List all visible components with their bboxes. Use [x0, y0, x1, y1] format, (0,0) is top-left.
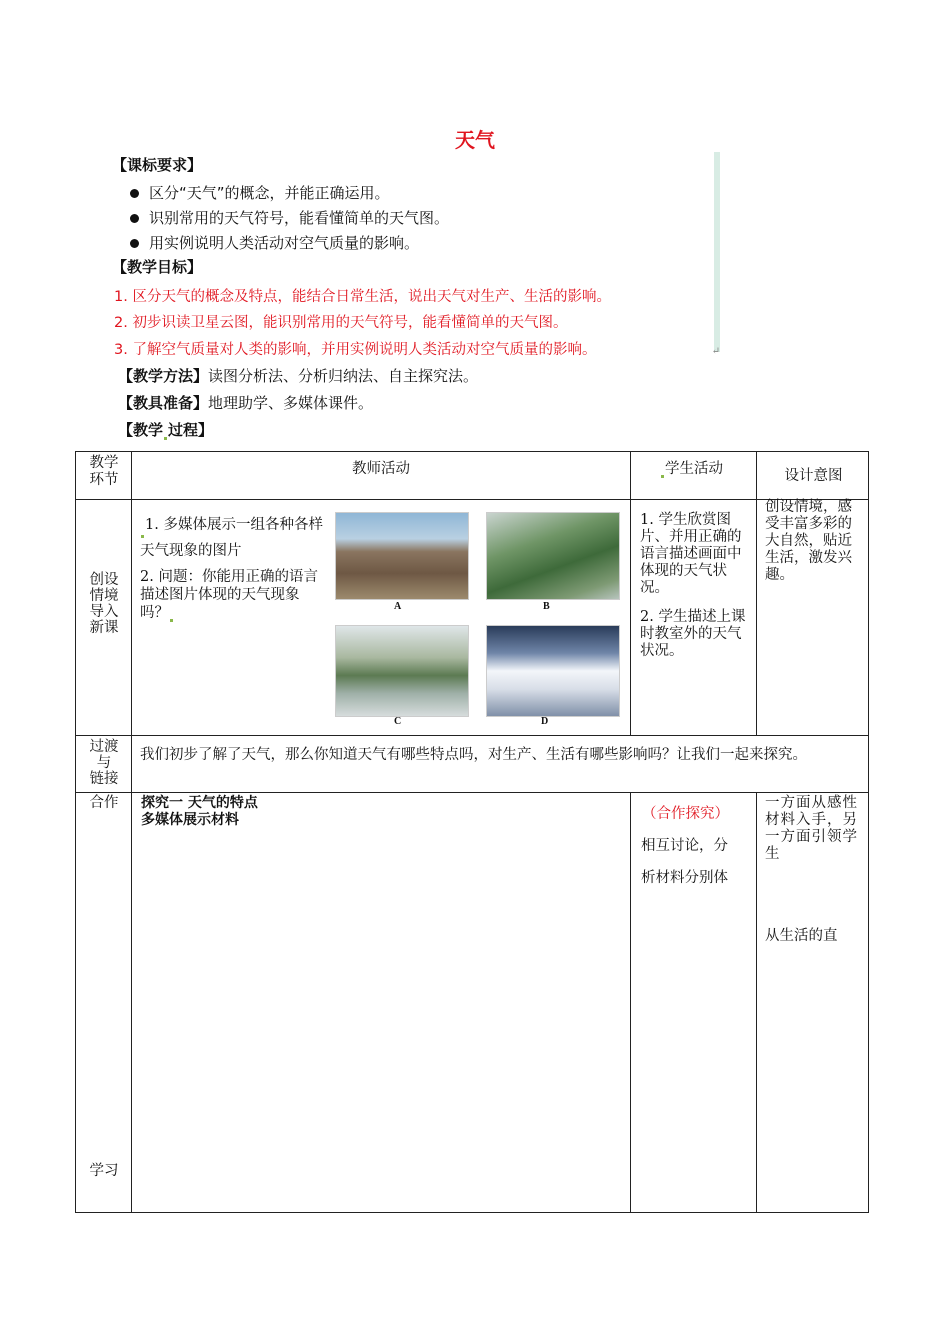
- weather-photo-d: [486, 625, 620, 717]
- student-activity-1: 1. 学生欣赏图片、并用正确的语言描述画面中体现的天气状况。: [640, 512, 742, 596]
- stage-transition: 过渡 与 链接: [89, 739, 119, 787]
- header-design: 设计意图: [784, 468, 843, 484]
- cooperative-tag: （合作探究）: [642, 806, 729, 822]
- inquiry-title: 探究一 天气的特点: [141, 795, 258, 811]
- header-student: 学生活动: [660, 461, 723, 478]
- photo-label: C: [394, 716, 402, 727]
- header-teacher: 教师活动: [352, 461, 410, 477]
- student-discuss-2: 析材料分别体: [641, 870, 728, 886]
- header-stage: 教学 环节: [89, 455, 119, 488]
- design-intent-3a: 一方面从感性材料入手，另一方面引领学生: [765, 795, 858, 862]
- stage-intro: 创设 情境 导入 新课: [89, 572, 119, 636]
- photo-label: A: [394, 601, 402, 612]
- photo-label: D: [541, 716, 549, 727]
- design-intent-3b: 从生活的直: [765, 928, 838, 944]
- inquiry-subtitle: 多媒体展示材料: [141, 812, 239, 828]
- tools-line: 【教具准备】地理助学、多媒体课件。: [118, 394, 374, 412]
- method-line: 【教学方法】读图分析法、分析归纳法、自主探究法。: [118, 367, 479, 385]
- teacher-activity-2: 2. 问题：你能用正确的语言描述图片体现的天气现象吗？: [140, 569, 318, 621]
- transition-text: 我们初步了解了天气，那么你知道天气有哪些特点吗，对生产、生活有哪些影响吗？让我们一起来探究。: [140, 747, 807, 763]
- weather-photo-a: [335, 512, 469, 600]
- lesson-table: [75, 451, 869, 1213]
- goal-item: 3. 了解空气质量对人类的影响，并用实例说明人类活动对空气质量的影响。: [114, 342, 597, 358]
- photo-label: B: [543, 601, 550, 612]
- weather-photo-c: [335, 625, 469, 717]
- teacher-activity-1: 1. 多媒体展示一组各种各样天气现象的图片: [140, 517, 323, 559]
- goal-item: 1. 区分天气的概念及特点，能结合日常生活，说出天气对生产、生活的影响。: [114, 289, 611, 305]
- student-discuss-1: 相互讨论，分: [641, 838, 728, 854]
- curriculum-item: 用实例说明人类活动对空气质量的影响。: [130, 232, 419, 253]
- stage-learn: 学习: [89, 1163, 119, 1179]
- page-title: 天气: [455, 128, 495, 152]
- bullet-icon: [130, 214, 139, 223]
- stage-cooperate: 合作: [89, 795, 119, 811]
- requirements-box: [108, 150, 720, 358]
- goals-heading: 【教学目标】: [112, 258, 203, 276]
- student-activity-2: 2. 学生描述上课时教室外的天气状况。: [640, 609, 746, 659]
- design-intent-1: 创设情境，感受丰富多彩的大自然，贴近生活，激发兴趣。: [765, 499, 852, 583]
- bullet-icon: [130, 239, 139, 248]
- curriculum-heading: 【课标要求】: [112, 156, 203, 174]
- goal-item: 2. 初步识读卫星云图，能识别常用的天气符号，能看懂简单的天气图。: [114, 315, 568, 331]
- curriculum-item: 区分“天气”的概念，并能正确运用。: [130, 182, 390, 203]
- curriculum-item: 识别常用的天气符号，能看懂简单的天气图。: [130, 207, 449, 228]
- weather-photo-b: [486, 512, 620, 600]
- return-mark-icon: ↵: [711, 346, 720, 357]
- bullet-icon: [130, 189, 139, 198]
- process-heading: 【教学 过程】: [118, 421, 214, 439]
- scrollbar-strip: [714, 152, 720, 352]
